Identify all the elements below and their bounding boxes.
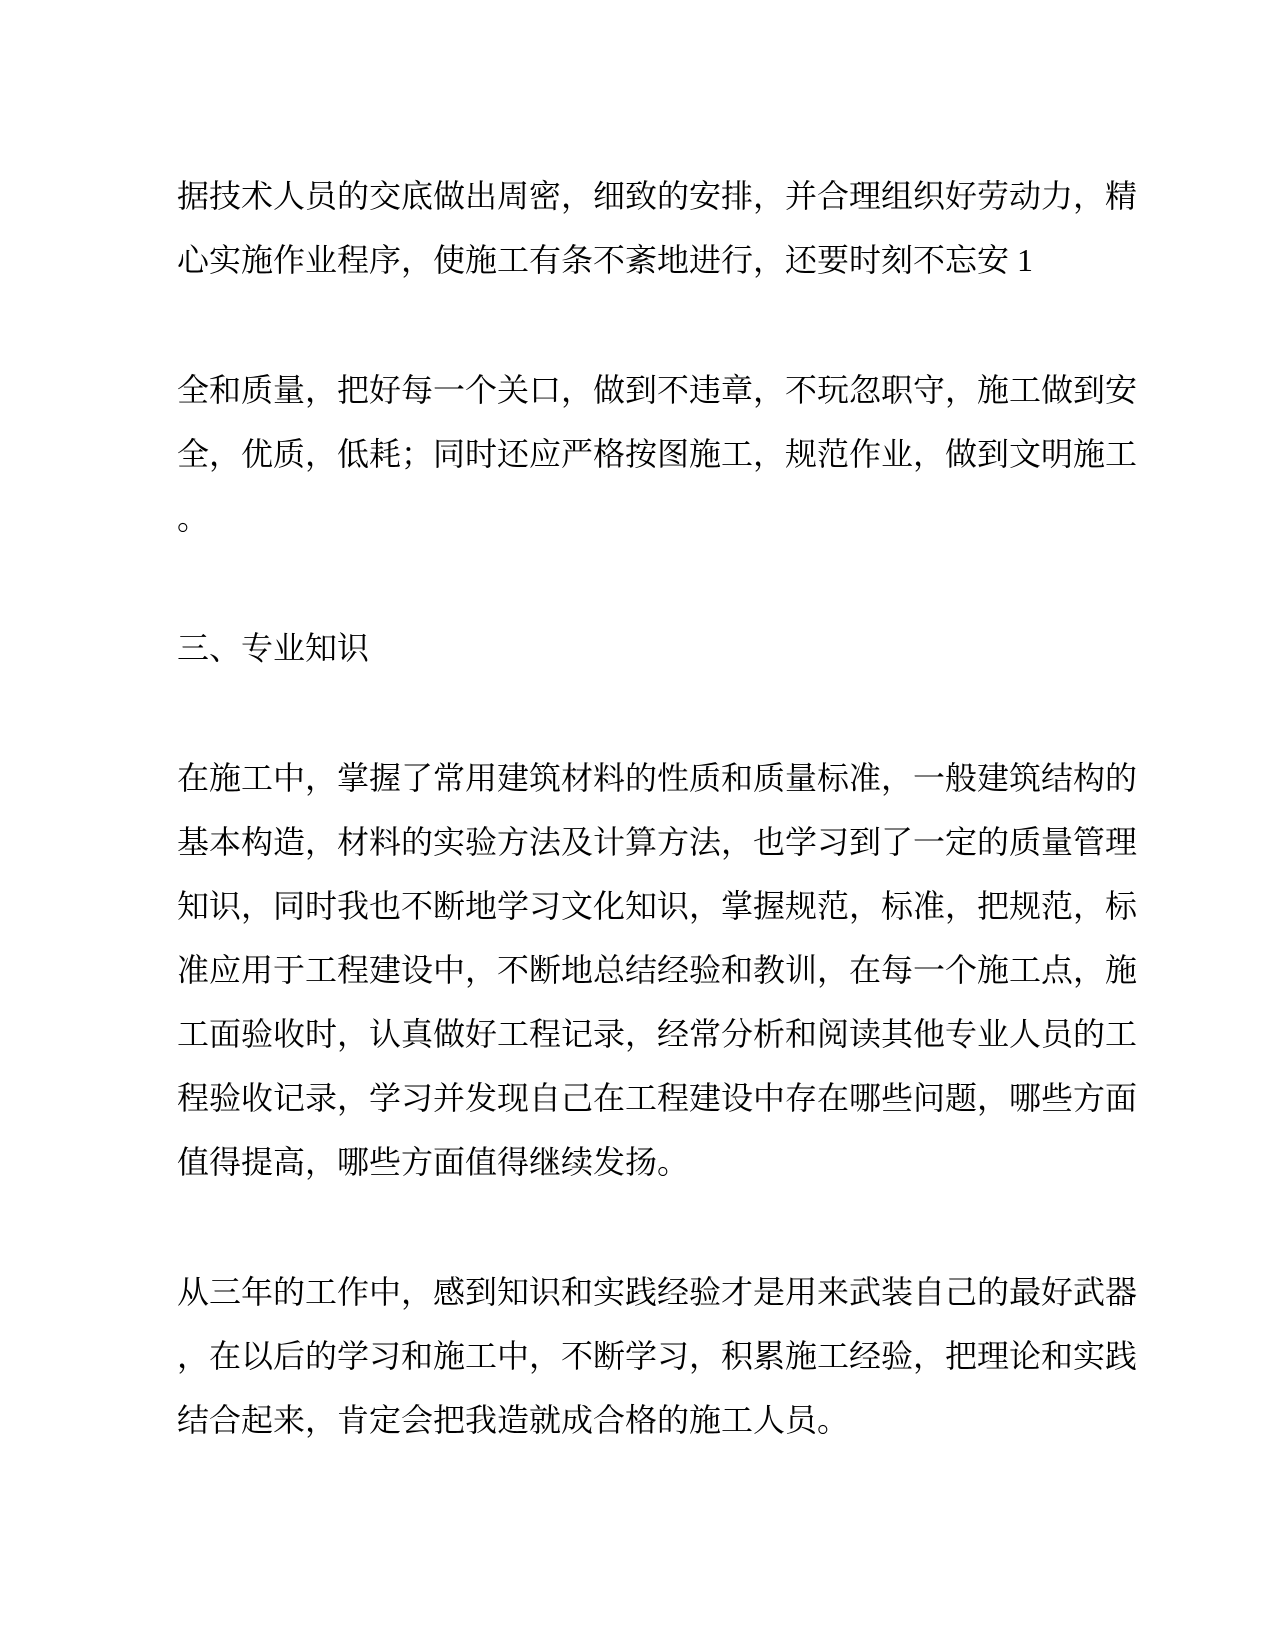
text-line: 知识，同时我也不断地学习文化知识，掌握规范，标准，把规范，标 [177, 888, 1138, 924]
text-line: 值得提高，哪些方面值得继续发扬。 [177, 1144, 690, 1180]
heading-line: 三、专业知识 [177, 630, 370, 666]
paragraph-professional-knowledge [177, 746, 1138, 1194]
text-line: 据技术人员的交底做出周密，细致的安排，并合理组织好劳动力，精 [177, 178, 1138, 214]
text-line: 工面验收时，认真做好工程记录，经常分析和阅读其他专业人员的工 [177, 1016, 1138, 1052]
text-line: 在施工中，掌握了常用建筑材料的性质和质量标准，一般建筑结构的 [177, 760, 1138, 796]
text-line: 基本构造，材料的实验方法及计算方法，也学习到了一定的质量管理 [177, 824, 1138, 860]
text-line: ，在以后的学习和施工中，不断学习，积累施工经验，把理论和实践 [177, 1338, 1138, 1374]
paragraph-quality-control [177, 358, 1138, 550]
text-line: 从三年的工作中，感到知识和实践经验才是用来武装自己的最好武器 [177, 1274, 1138, 1310]
section-heading-professional-knowledge [177, 616, 1077, 680]
text-line: 心实施作业程序，使施工有条不紊地进行，还要时刻不忘安 1 [177, 242, 1034, 278]
text-line: 程验收记录，学习并发现自己在工程建设中存在哪些问题，哪些方面 [177, 1080, 1138, 1116]
paragraph-three-years-experience [177, 1260, 1138, 1452]
text-line: 准应用于工程建设中，不断地总结经验和教训，在每一个施工点，施 [177, 952, 1138, 988]
text-line: 结合起来，肯定会把我造就成合格的施工人员。 [177, 1402, 850, 1438]
document-content [177, 164, 1138, 1452]
text-line: 全和质量，把好每一个关口，做到不违章，不玩忽职守，施工做到安 [177, 372, 1138, 408]
text-line: 全，优质，低耗；同时还应严格按图施工，规范作业，做到文明施工 [177, 436, 1138, 472]
paragraph-safety-arrangement [177, 164, 1138, 292]
text-line: 。 [177, 500, 210, 536]
